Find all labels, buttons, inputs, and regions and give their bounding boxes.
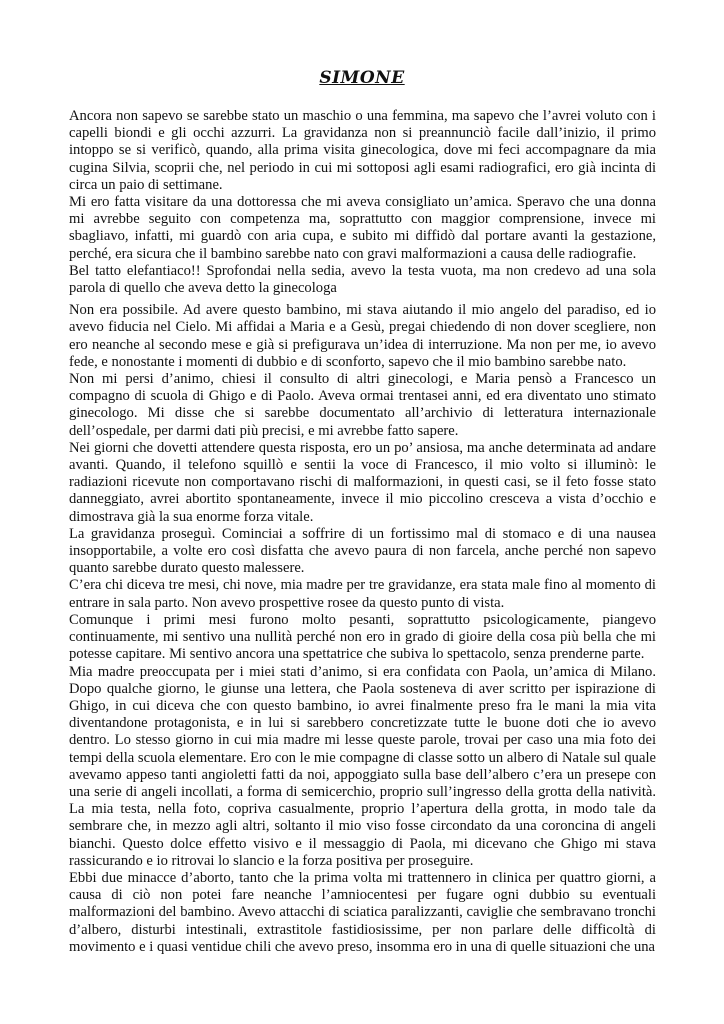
paragraph: La gravidanza proseguì. Cominciai a soffrire di un fortissimo mal di stomaco e di una nausea insopportabile, a volte ero così disfatta che avevo paura di non farcela, anche perché non sapevo quanto sarebbe durato questo malessere. bbox=[69, 525, 656, 577]
page-title: SIMONE bbox=[319, 68, 405, 88]
paragraph: Mi ero fatta visitare da una dottoressa che mi aveva consigliato un’amica. Speravo che una donna mi avrebbe seguito con competenza ma, soprattutto con maggior comprensione, invece mi sbagliavo, infatti, mi guardò con aria cupa, e subito mi diffidò dal portare avanti la gestazione, perché, era sicura che il bambino sarebbe nato con gravi malformazioni a causa delle radiografie. bbox=[69, 194, 656, 262]
paragraph: Bel tatto elefantiaco!! Sprofondai nella sedia, avevo la testa vuota, ma non credevo ad una sola parola di quello che aveva detto la ginecologa bbox=[69, 262, 656, 297]
paragraph: Nei giorni che dovetti attendere questa risposta, ero un po’ ansiosa, ma anche determinata ad andare avanti. Quando, il telefono squillò e sentii la voce di Francesco, il mio volto si illuminò: le radiazioni ricevute non comportavano rischi di malformazioni, in questi casi, se il feto fosse stato danneggiato, avrei abortito spontaneamente, invece il mio piccolino cresceva a vista d’occhio e dimostrava già la sua enorme forza vitale. bbox=[69, 439, 656, 525]
paragraph: Non mi persi d’animo, chiesi il consulto di altri ginecologi, e Maria pensò a Francesco un compagno di scuola di Ghigo e di Paolo. Aveva ormai trentasei anni, ed era diventato uno stimato ginecologo. Mi disse che si sarebbe documentato all’archivio di letteratura internazionale dell’ospedale, per darmi dati più precisi, e mi avrebbe fatto sapere. bbox=[69, 371, 656, 439]
document-body bbox=[69, 108, 656, 956]
paragraph: Mia madre preoccupata per i miei stati d’animo, si era confidata con Paola, un’amica di Milano. Dopo qualche giorno, le giunse una lettera, che Paola sosteneva di aver scritto per ispirazione di Ghigo, in cui diceva che con questo bambino, io avrei finalmente preso fra le mani la mia vita diventandone protagonista, e in lui si sarebbero concretizzate tutte le buone doti che io avevo dentro. Lo stesso giorno in cui mia madre mi lesse queste parole, trovai per caso una mia foto dei tempi della scuola elementare. Ero con le mie compagne di classe sotto un albero di Natale sul quale avevamo appeso tanti angioletti fatti da noi, appoggiato sulla base dell’albero c’era un presepe con una serie di angeli incollati, a forma di semicerchio, proprio sull’ingresso della grotta della natività. La mia testa, nella foto, copriva casualmente, proprio l’apertura della grotta, in modo tale da sembrare che, in mezzo agli altri, soltanto il mio viso fosse circondato da una coroncina di angeli bianchi. Questo dolce effetto visivo e il messaggio di Paola, mi dicevano che Ghigo mi stava rassicurando e io ritrovai lo slancio e la forza positiva per proseguire. bbox=[69, 663, 656, 869]
paragraph: Ancora non sapevo se sarebbe stato un maschio o una femmina, ma sapevo che l’avrei voluto con i capelli biondi e gli occhi azzurri. La gravidanza non si preannunciò facile dall’inizio, il primo intoppo se si verificò, quando, alla prima visita ginecologica, dove mi feci accompagnare da mia cugina Silvia, scoprii che, nel periodo in cui mi sottoposi agli esami radiografici, ero già incinta di circa un paio di settimane. bbox=[69, 108, 656, 193]
paragraph: Ebbi due minacce d’aborto, tanto che la prima volta mi trattennero in clinica per quattro giorni, a causa di ciò non potei fare neanche l’amniocentesi per fugare ogni dubbio su eventuali malformazioni del bambino. Avevo attacchi di sciatica paralizzanti, caviglie che sembravano tronchi d’albero, disturbi intestinali, extrastitole fastidiosissime, per non parlare delle difficoltà di movimento e i quasi ventidue chili che avevo preso, insomma ero in una di quelle situazioni che una bbox=[69, 869, 656, 955]
paragraph: Non era possibile. Ad avere questo bambino, mi stava aiutando il mio angelo del paradiso, ed io avevo fiducia nel Cielo. Mi affidai a Maria e a Gesù, pregai chiedendo di non dover scegliere, non ero neanche al secondo mese e già si prefigurava un’idea di interruzione. Ma non per me, io avevo fede, e nonostante i momenti di dubbio e di sconforto, sapevo che il mio bambino sarebbe nato. bbox=[69, 302, 656, 370]
paragraph: C’era chi diceva tre mesi, chi nove, mia madre per tre gravidanze, era stata male fino al momento di entrare in sala parto. Non avevo prospettive rosee da questo punto di vista. bbox=[69, 577, 656, 611]
paragraph: Comunque i primi mesi furono molto pesanti, soprattutto psicologicamente, piangevo continuamente, mi sentivo una nullità perché non ero in grado di gioire della cosa più bella che mi potesse capitare. Mi sentivo ancora una spettatrice che subiva lo spettacolo, senza prenderne parte. bbox=[69, 611, 656, 663]
